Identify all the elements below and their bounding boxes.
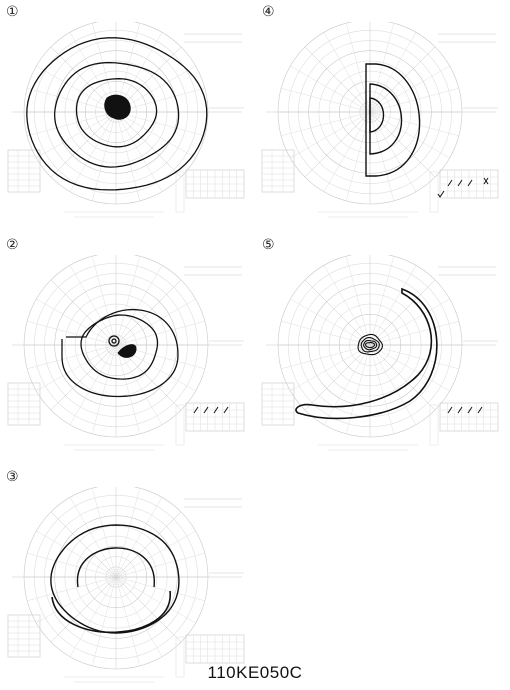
record-grid [176, 403, 244, 445]
meridian-gridline [305, 47, 370, 112]
meridian-gridline [281, 88, 370, 112]
panel-number-2: ② [6, 237, 19, 253]
meridian-gridline [281, 112, 370, 136]
meridian-gridline [116, 512, 181, 577]
meridian-gridline [92, 256, 116, 345]
meridian-gridline [116, 112, 205, 136]
record-marks [438, 178, 488, 197]
perimetry-form [258, 22, 504, 220]
record-grid [176, 170, 244, 212]
meridian-gridline [305, 280, 370, 345]
form-header [184, 34, 244, 108]
meridian-gridline [370, 345, 459, 369]
meridian-gridline [116, 321, 205, 345]
perimetry-chart-3 [4, 487, 250, 685]
meridian-gridline [27, 88, 116, 112]
meridian-gridline [116, 488, 140, 577]
panel-number-1: ① [6, 4, 19, 20]
perimetry-chart-1 [4, 22, 250, 220]
perimetry-chart-5 [258, 255, 504, 453]
paracentral-scotoma [118, 345, 136, 358]
isopter-tiny [112, 339, 116, 343]
isopters [366, 64, 420, 176]
perimetry-form [4, 22, 250, 220]
meridian-gridline [92, 112, 116, 201]
meridian-gridline [346, 256, 370, 345]
panel-number-3: ③ [6, 469, 19, 485]
meridian-gridline [370, 112, 394, 201]
check-mark [438, 191, 444, 197]
tick-mark [468, 180, 472, 186]
tick-mark [448, 180, 452, 186]
meridian-gridline [346, 345, 370, 434]
perimetry-form [258, 255, 504, 453]
meridian-gridline [370, 345, 435, 410]
meridian-gridline [370, 88, 459, 112]
perimetry-form [4, 255, 250, 453]
panel-number-4: ④ [262, 4, 275, 20]
meridian-gridline [281, 345, 370, 369]
meridian-gridline [116, 577, 205, 601]
figure-caption: 110KE050C [207, 663, 303, 682]
meridian-gridline [27, 577, 116, 601]
tick-mark [458, 180, 462, 186]
perimetry-form [4, 487, 250, 685]
form-footer [64, 445, 164, 450]
panel-number-5: ⑤ [262, 237, 275, 253]
form-footer [64, 212, 164, 217]
meridian-gridline [116, 345, 140, 434]
meridian-gridline [27, 112, 116, 136]
meridian-gridline [92, 577, 116, 666]
meridian-gridline [92, 488, 116, 577]
meridian-gridline [305, 112, 370, 177]
meridian-gridline [92, 345, 116, 434]
meridian-gridline [51, 512, 116, 577]
form-footer [318, 212, 418, 217]
meridian-gridline [116, 256, 140, 345]
form-footer [318, 445, 418, 450]
form-header [438, 267, 498, 341]
meridian-gridline [370, 345, 394, 434]
perimetry-chart-2 [4, 255, 250, 453]
meridian-gridline [370, 112, 435, 177]
meridian-gridline [370, 256, 394, 345]
perimetry-chart-4 [258, 22, 504, 220]
meridian-gridline [27, 553, 116, 577]
cross-mark [484, 178, 488, 184]
central-scotoma [105, 95, 130, 119]
record-grid [430, 403, 498, 445]
meridian-gridline [116, 577, 140, 666]
meridian-gridline [370, 321, 459, 345]
meridian-gridline [305, 345, 370, 410]
form-header [184, 499, 244, 573]
form-header [184, 267, 244, 341]
meridian-gridline [27, 345, 116, 369]
meridian-gridline [370, 47, 435, 112]
isopter-outer [366, 64, 420, 176]
meridian-gridline [116, 553, 205, 577]
record-grid [430, 170, 498, 212]
form-header [438, 34, 498, 108]
meridian-gridline [116, 112, 181, 177]
meridian-gridline [281, 321, 370, 345]
meridian-gridline [27, 321, 116, 345]
isopters [296, 289, 437, 418]
